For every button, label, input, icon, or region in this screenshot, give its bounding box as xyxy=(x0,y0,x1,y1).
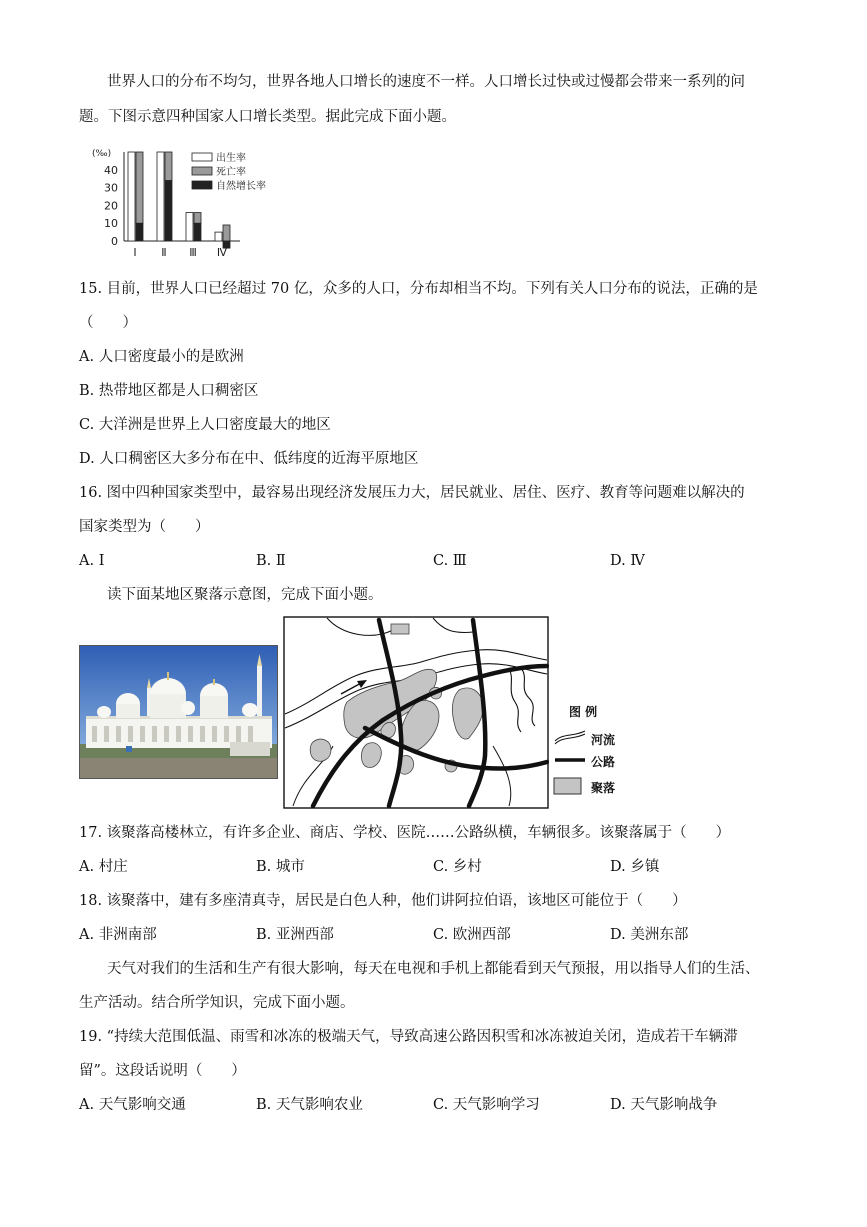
intro-paragraph-3: 天气对我们的生活和生产有很大影响，每天在电视和手机上都能看到天气预报，用以指导人们的生活、 xyxy=(107,961,760,977)
q18-option-b[interactable]: B. 亚洲西部 xyxy=(256,927,334,943)
q16-stem: 16. 图中四种国家类型中，最容易出现经济发展压力大，居民就业、居住、医疗、教育等问题难以解决的 xyxy=(79,485,745,501)
legend-swatch xyxy=(192,153,212,161)
legend-road-label: 公路 xyxy=(591,755,616,769)
x-tick-label: Ⅲ xyxy=(189,246,197,259)
q16-option-a[interactable]: A. Ⅰ xyxy=(79,553,105,569)
intro-paragraph-3-cont: 生产活动。结合所学知识，完成下面小题。 xyxy=(79,995,355,1011)
legend-swatch xyxy=(192,181,212,189)
natural-growth-bar xyxy=(136,223,143,241)
q16-option-b[interactable]: B. Ⅱ xyxy=(256,553,286,569)
death-rate-bar xyxy=(194,213,201,224)
legend-label: 死亡率 xyxy=(216,167,246,178)
death-rate-bar xyxy=(165,152,172,180)
y-tick-label: 30 xyxy=(104,181,118,195)
legend-settlement-label: 聚落 xyxy=(591,781,616,795)
q16-option-d[interactable]: D. Ⅳ xyxy=(610,553,645,569)
q16-stem-cont: 国家类型为（ ） xyxy=(79,519,210,535)
legend-label: 自然增长率 xyxy=(216,181,266,192)
q19-option-a[interactable]: A. 天气影响交通 xyxy=(79,1097,186,1113)
legend-river-label: 河流 xyxy=(591,733,616,747)
q18-stem: 18. 该聚落中，建有多座清真寺，居民是白色人种，他们讲阿拉伯语，该地区可能位于（ ） xyxy=(79,893,687,909)
death-rate-bar xyxy=(223,225,230,241)
y-tick-label: 0 xyxy=(111,235,118,248)
legend-title: 图 例 xyxy=(569,705,598,719)
q19-stem: 19. “持续大范围低温、雨雪和冰冻的极端天气，导致高速公路因积雪和冰冻被迫关闭，造成若干车辆滞 xyxy=(79,1029,738,1045)
y-tick-label: 20 xyxy=(104,199,118,213)
mosque-photo xyxy=(79,645,278,779)
q15-stem-cont: （ ） xyxy=(79,315,137,331)
q18-option-d[interactable]: D. 美洲东部 xyxy=(610,927,689,943)
q19-option-d[interactable]: D. 天气影响战争 xyxy=(610,1097,718,1113)
birth-rate-bar xyxy=(128,152,135,241)
intro-paragraph-1-cont: 题。下图示意四种国家人口增长类型。据此完成下面小题。 xyxy=(79,109,456,125)
natural-growth-bar xyxy=(194,223,201,241)
settlement-legend-icon xyxy=(553,777,583,795)
natural-growth-bar xyxy=(165,180,172,241)
river-legend-icon xyxy=(553,729,587,745)
birth-rate-bar xyxy=(157,152,164,241)
chart-ylabel: (‰) xyxy=(92,149,112,159)
q17-option-b[interactable]: B. 城市 xyxy=(256,859,305,875)
q18-option-a[interactable]: A. 非洲南部 xyxy=(79,927,157,943)
road-legend-icon xyxy=(553,755,587,765)
population-growth-chart xyxy=(88,144,298,262)
q16-option-c[interactable]: C. Ⅲ xyxy=(433,553,467,569)
settlement-map xyxy=(283,616,549,809)
q15-option-b[interactable]: B. 热带地区都是人口稠密区 xyxy=(79,383,259,399)
q17-option-c[interactable]: C. 乡村 xyxy=(433,859,482,875)
map-legend xyxy=(553,703,623,798)
q15-option-a[interactable]: A. 人口密度最小的是欧洲 xyxy=(79,349,244,365)
q15-option-c[interactable]: C. 大洋洲是世界上人口密度最大的地区 xyxy=(79,417,331,433)
y-tick-label: 10 xyxy=(104,217,118,231)
q18-option-c[interactable]: C. 欧洲西部 xyxy=(433,927,511,943)
q17-option-a[interactable]: A. 村庄 xyxy=(79,859,128,875)
q17-option-d[interactable]: D. 乡镇 xyxy=(610,859,660,875)
intro-paragraph-2: 读下面某地区聚落示意图，完成下面小题。 xyxy=(107,587,383,603)
birth-rate-bar xyxy=(215,232,222,241)
x-tick-label: Ⅱ xyxy=(161,246,167,259)
q19-stem-cont: 留”。这段话说明（ ） xyxy=(79,1063,246,1079)
x-tick-label: Ⅰ xyxy=(133,246,137,259)
q19-option-c[interactable]: C. 天气影响学习 xyxy=(433,1097,540,1113)
y-tick-label: 40 xyxy=(104,163,118,177)
x-tick-label: Ⅳ xyxy=(216,246,228,259)
intro-paragraph-1: 世界人口的分布不均匀，世界各地人口增长的速度不一样。人口增长过快或过慢都会带来一系列的问 xyxy=(107,74,745,90)
death-rate-bar xyxy=(136,152,143,223)
q17-stem: 17. 该聚落高楼林立，有许多企业、商店、学校、医院……公路纵横，车辆很多。该聚落属于（ ） xyxy=(79,825,731,841)
birth-rate-bar xyxy=(186,213,193,241)
q19-option-b[interactable]: B. 天气影响农业 xyxy=(256,1097,363,1113)
q15-stem: 15. 目前，世界人口已经超过 70 亿，众多的人口，分布却相当不均。下列有关人口分布的说法，正确的是 xyxy=(79,281,758,297)
legend-swatch xyxy=(192,167,212,175)
q15-option-d[interactable]: D. 人口稠密区大多分布在中、低纬度的近海平原地区 xyxy=(79,451,419,467)
legend-label: 出生率 xyxy=(216,153,246,164)
